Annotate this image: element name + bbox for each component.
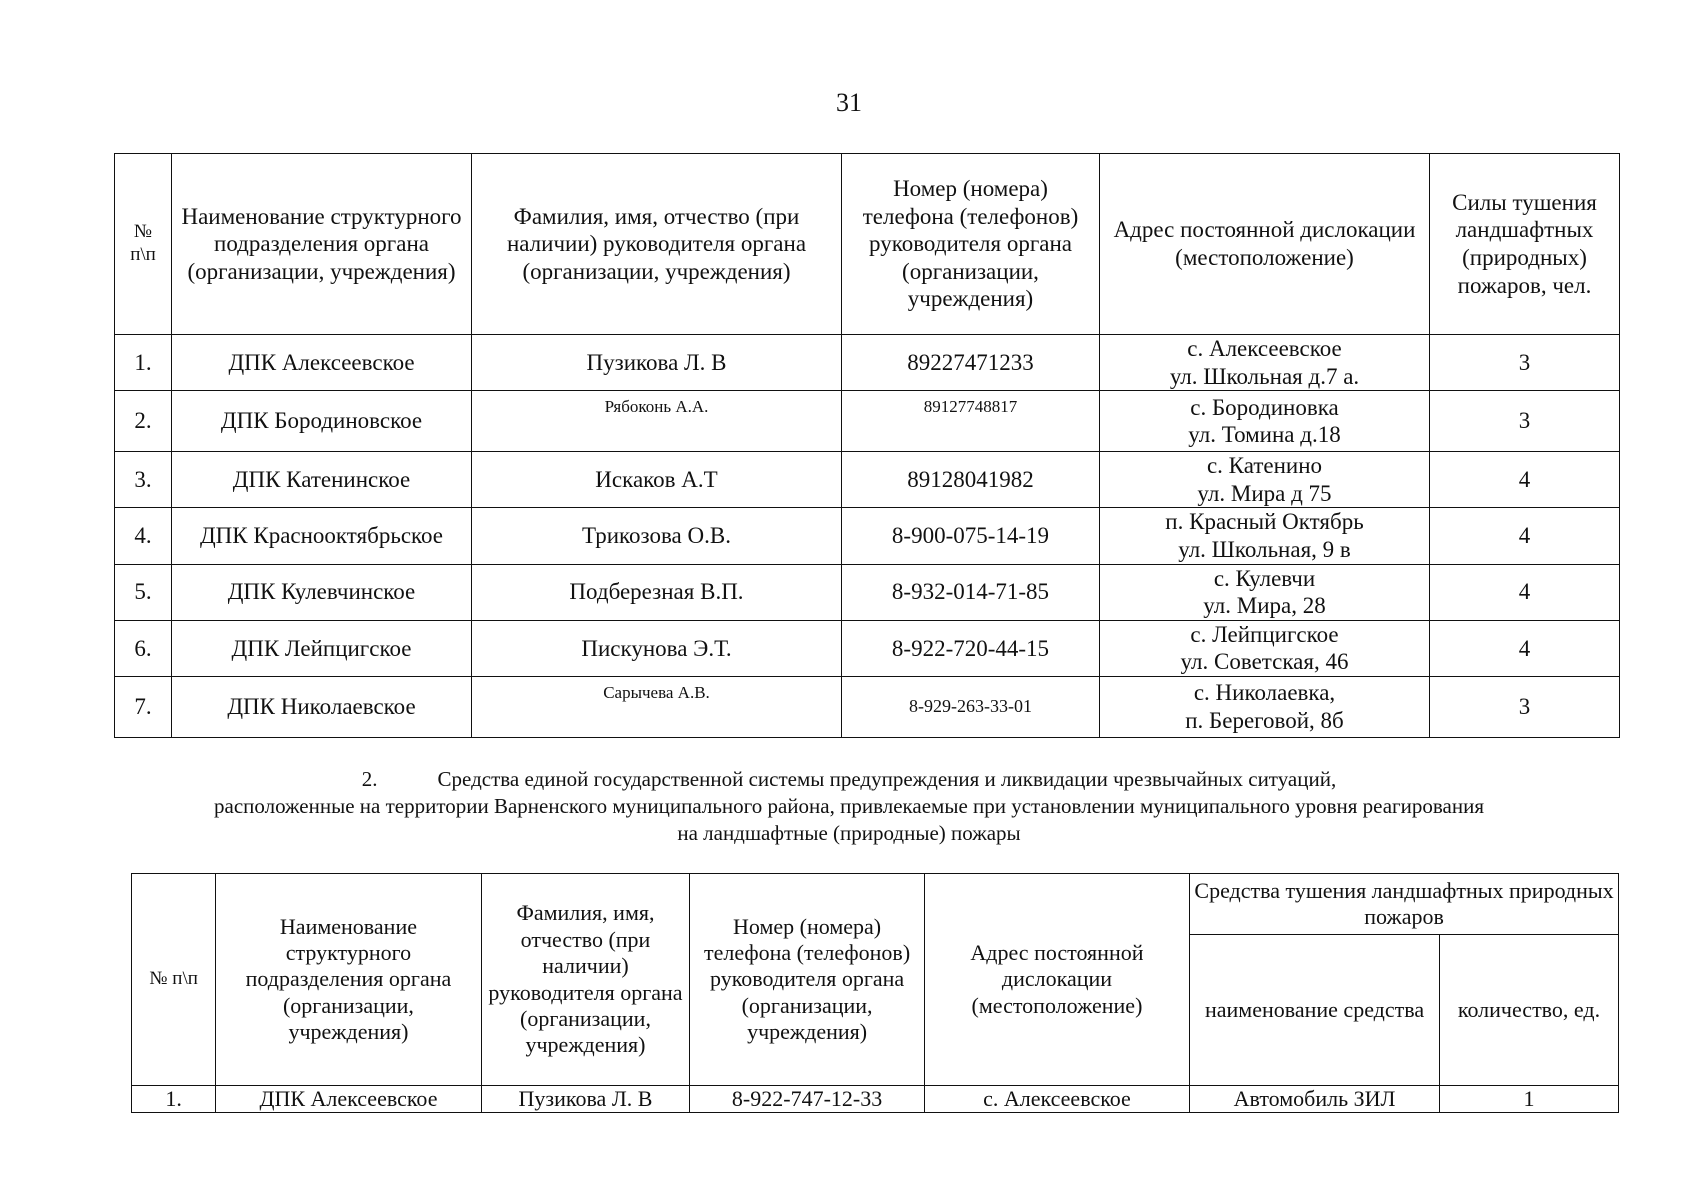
row-address (1100, 335, 1430, 391)
row-head-name: Трикозова О.В. (472, 508, 842, 564)
table-row (115, 676, 1620, 737)
address-line: п. Береговой, 8б (1185, 707, 1344, 733)
table-row (132, 1086, 1619, 1113)
header-head-name: Фамилия, имя, отчество (при наличии) руководителя органа (организации, учреждения) (472, 154, 842, 335)
row-address (1100, 676, 1430, 737)
section-heading-text: Средства единой государственной системы предупреждения и ликвидации чрезвычайных ситуаций, (437, 767, 1337, 791)
address-line: с. Алексеевское (1187, 336, 1342, 361)
row-forces: 3 (1430, 391, 1620, 452)
header-number: № п\п (132, 874, 216, 1086)
row-number: 6. (115, 620, 172, 676)
row-address (1100, 508, 1430, 564)
row-number: 5. (115, 564, 172, 620)
row-unit-name: ДПК Бородиновское (172, 391, 472, 452)
row-number: 1. (115, 335, 172, 391)
header-phone: Номер (номера) телефона (телефонов) руководителя органа (организации, учреждения) (842, 154, 1100, 335)
section-heading-line: расположенные на территории Варненского муниципального района, привлекаемые при установлении муниципального уровня реагирования (214, 793, 1484, 818)
address-line: с. Бородиновка (1190, 394, 1339, 420)
section-heading-line (0, 766, 1698, 793)
table-header-row (115, 154, 1620, 335)
address-line: с. Лейпцигское (1190, 621, 1339, 647)
row-phone: 8-922-747-12-33 (690, 1086, 924, 1113)
row-head-name: Рябоконь А.А. (472, 391, 842, 452)
section-heading-line: на ландшафтные (природные) пожары (677, 820, 1021, 845)
address-line: ул. Мира, 28 (1203, 593, 1326, 619)
row-phone: 8-932-014-71-85 (842, 564, 1100, 620)
row-phone: 8-929-263-33-01 (842, 676, 1100, 737)
row-head-name: Подберезная В.П. (472, 564, 842, 620)
header-means-name: наименование средства (1190, 935, 1440, 1086)
address-line: ул. Школьная, 9 в (1178, 536, 1351, 562)
table-row (115, 508, 1620, 564)
row-address (1100, 564, 1430, 620)
header-phone: Номер (номера) телефона (телефонов) руководителя органа (организации, учреждения) (690, 874, 924, 1086)
page-number: 31 (836, 88, 862, 117)
row-address: с. Алексеевское (924, 1086, 1189, 1113)
row-unit-name: ДПК Краснооктябрьское (172, 508, 472, 564)
row-forces: 3 (1430, 335, 1620, 391)
header-forces: Силы тушения ландшафтных (природных) пожаров, чел. (1430, 154, 1620, 335)
fire-brigades-table (114, 153, 1620, 738)
row-address (1100, 620, 1430, 676)
row-phone: 8-900-075-14-19 (842, 508, 1100, 564)
address-line: ул. Мира д 75 (1197, 480, 1332, 506)
row-head-name: Сарычева А.В. (472, 676, 842, 737)
section-number: 2. (361, 767, 378, 791)
row-forces: 3 (1430, 676, 1620, 737)
row-phone: 89127748817 (842, 391, 1100, 452)
row-means-name: Автомобиль ЗИЛ (1190, 1086, 1440, 1113)
row-head-name: Пузикова Л. В (472, 335, 842, 391)
table-header-row (132, 874, 1619, 935)
header-number: № п\п (115, 154, 172, 335)
address-line: с. Катенино (1206, 453, 1323, 479)
row-unit-name: ДПК Алексеевское (216, 1086, 481, 1113)
table-row (115, 564, 1620, 620)
address-line: ул. Советская, 46 (1180, 649, 1349, 675)
header-unit-name: Наименование структурного подразделения органа (организации, учреждения) (216, 874, 481, 1086)
address-line: с. Кулевчи (1213, 565, 1316, 591)
row-forces: 4 (1430, 508, 1620, 564)
table-row (115, 620, 1620, 676)
address-line: ул. Школьная д.7 а. (1169, 363, 1360, 389)
header-means-group: Средства тушения ландшафтных природных пожаров (1190, 874, 1619, 935)
table-row (115, 452, 1620, 508)
row-number: 3. (115, 452, 172, 508)
header-means-quantity: количество, ед. (1439, 935, 1618, 1086)
row-unit-name: ДПК Николаевское (172, 676, 472, 737)
row-means-quantity: 1 (1439, 1086, 1618, 1113)
row-head-name: Пузикова Л. В (481, 1086, 690, 1113)
row-address (1100, 452, 1430, 508)
row-unit-name: ДПК Алексеевское (172, 335, 472, 391)
header-address: Адрес постоянной дислокации (местоположение) (1100, 154, 1430, 335)
row-forces: 4 (1430, 564, 1620, 620)
row-unit-name: ДПК Кулевчинское (172, 564, 472, 620)
row-unit-name: ДПК Катенинское (172, 452, 472, 508)
section-heading (0, 766, 1698, 847)
row-forces: 4 (1430, 452, 1620, 508)
table-row (115, 391, 1620, 452)
address-line: ул. Томина д.18 (1188, 422, 1341, 448)
header-address: Адрес постоянной дислокации (местоположение) (924, 874, 1189, 1086)
row-head-name: Искаков А.Т (472, 452, 842, 508)
row-address (1100, 391, 1430, 452)
header-head-name: Фамилия, имя, отчество (при наличии) руководителя органа (организации, учреждения) (481, 874, 690, 1086)
row-unit-name: ДПК Лейпцигское (172, 620, 472, 676)
row-head-name: Пискунова Э.Т. (472, 620, 842, 676)
row-number: 7. (115, 676, 172, 737)
row-phone: 89227471233 (842, 335, 1100, 391)
row-phone: 89128041982 (842, 452, 1100, 508)
table-row (115, 335, 1620, 391)
row-number: 4. (115, 508, 172, 564)
header-unit-name: Наименование структурного подразделения органа (организации, учреждения) (172, 154, 472, 335)
row-phone: 8-922-720-44-15 (842, 620, 1100, 676)
address-line: п. Красный Октябрь (1165, 509, 1364, 535)
emergency-means-table (131, 873, 1619, 1113)
row-number: 2. (115, 391, 172, 452)
address-line: с. Николаевка, (1193, 680, 1336, 706)
row-number: 1. (132, 1086, 216, 1113)
row-forces: 4 (1430, 620, 1620, 676)
